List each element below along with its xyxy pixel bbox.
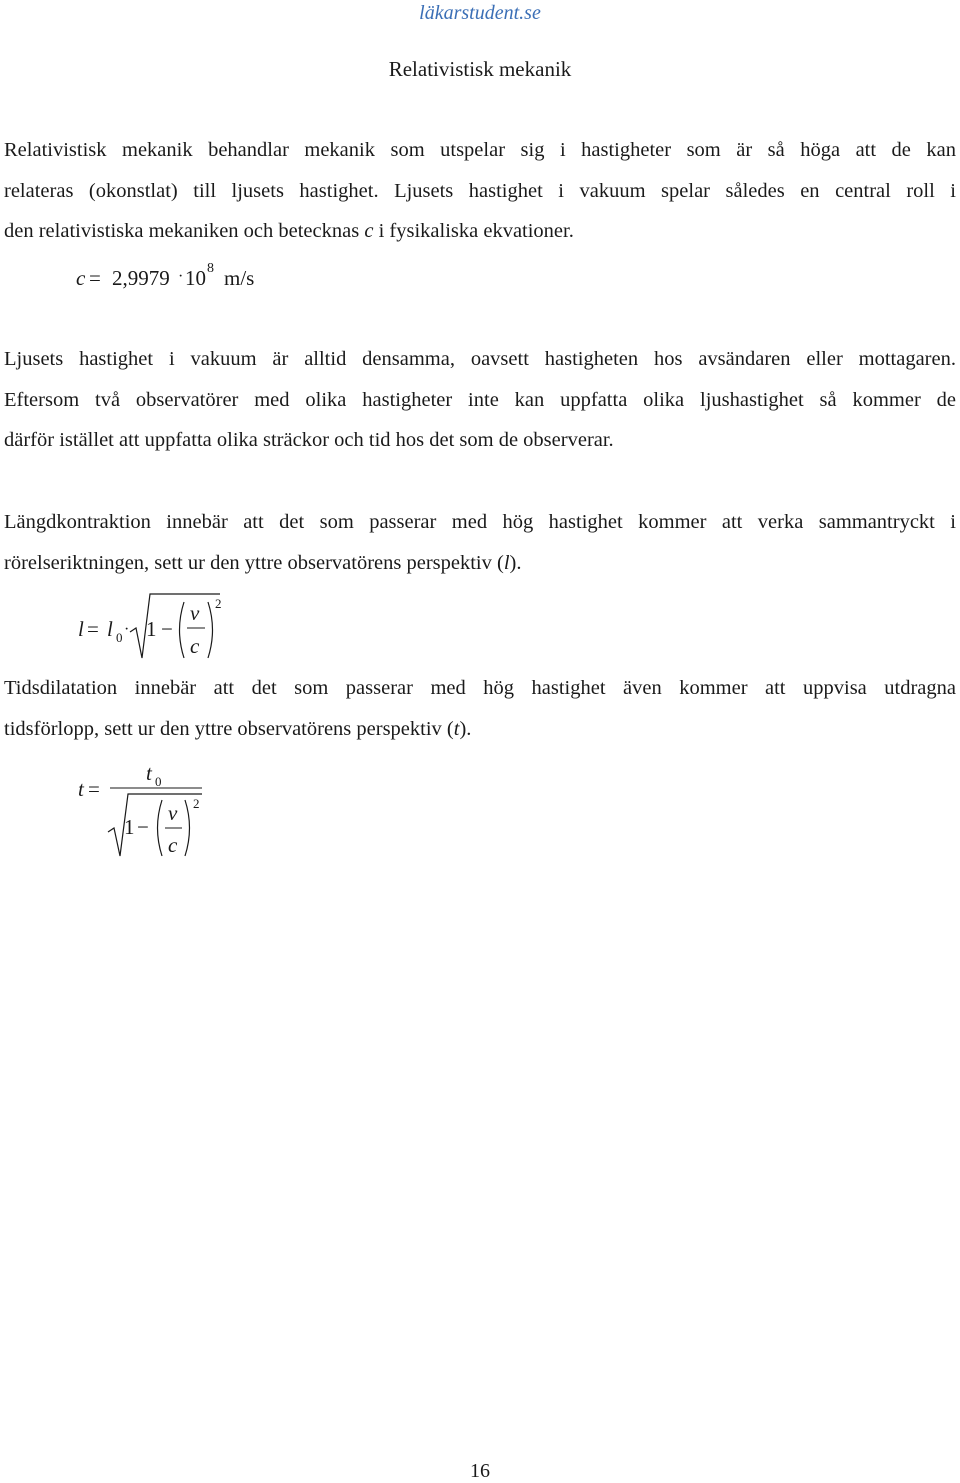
intro-line-3-a: den relativistiska mekaniken och betecknas <box>4 220 365 242</box>
equation-time-dilation-svg <box>74 756 224 866</box>
eq-c-equals: = <box>89 266 101 290</box>
page-title: Relativistisk mekanik <box>388 57 572 81</box>
para4-var-t: t <box>453 717 460 740</box>
length-contraction-paragraph <box>4 502 956 583</box>
right-paren <box>185 800 190 856</box>
eq-t-v: v <box>168 801 178 825</box>
intro-paragraph <box>4 130 956 252</box>
intro-line-2: relateras (okonstlat) till ljusets hastighet. Ljusets hastighet i vakuum spelar således en central roll i <box>4 179 956 202</box>
equation-length-contraction-svg <box>72 590 242 665</box>
para3-line-2 <box>4 543 956 584</box>
eq-t-t0: t <box>146 761 152 785</box>
para3-var-l: l <box>503 551 510 574</box>
eq-c-base: 10 <box>185 266 206 290</box>
site-name: läkarstudent.se <box>419 2 541 24</box>
eq-t-equals: = <box>88 777 100 801</box>
eq-c-exponent: 8 <box>207 261 214 276</box>
eq-l-sub0: 0 <box>116 630 123 645</box>
sqrt-sign <box>130 594 220 658</box>
eq-c-lhs: c <box>76 266 86 290</box>
para2-line-2: Eftersom två observatörer med olika hastigheter inte kan uppfatta olika ljushastighet så kommer de <box>4 388 956 411</box>
eq-c-mantissa: 2,9979 <box>112 266 170 290</box>
eq-t-c: c <box>168 833 178 857</box>
para3-line-2-a: rörelseriktningen, sett ur den yttre observatörens perspektiv ( <box>4 551 504 574</box>
eq-l-one: 1 <box>146 617 157 641</box>
eq-l-exponent: 2 <box>215 596 222 611</box>
eq-l-v: v <box>190 601 200 625</box>
equation-speed-of-light-svg <box>76 258 316 298</box>
eq-c-dot: · <box>178 268 184 285</box>
para2-line-1: Ljusets hastighet i vakuum är alltid densamma, oavsett hastigheten hos avsändaren eller mottagaren. <box>4 348 956 370</box>
eq-l-lhs: l <box>78 617 84 641</box>
eq-t-lhs: t <box>78 777 84 801</box>
intro-line-3 <box>4 211 956 252</box>
right-paren <box>208 602 213 658</box>
eq-t-exponent: 2 <box>193 796 200 811</box>
para3-line-2-b: ). <box>509 551 522 574</box>
left-paren <box>158 800 163 856</box>
eq-l-minus: − <box>161 617 173 641</box>
eq-t-sub0: 0 <box>155 774 162 789</box>
equation-time-dilation <box>74 756 224 871</box>
eq-t-one: 1 <box>124 815 135 839</box>
intro-line-1: Relativistisk mekanik behandlar mekanik som utspelar sig i hastigheter som är så höga att de kan <box>4 139 956 161</box>
intro-var-c: c <box>364 220 374 242</box>
eq-t-minus: − <box>137 815 149 839</box>
time-dilation-paragraph <box>4 668 956 749</box>
left-paren <box>180 602 185 658</box>
page-number: 16 <box>470 1460 490 1482</box>
para2-line-3: därför istället att uppfatta olika sträckor och tid hos det som de observerar. <box>4 429 614 451</box>
equation-speed-of-light <box>76 258 316 304</box>
eq-l-c: c <box>190 634 200 658</box>
constancy-paragraph <box>4 339 956 461</box>
para4-line-2-b: ). <box>459 717 472 740</box>
para4-line-2 <box>4 709 956 750</box>
equation-length-contraction <box>72 590 242 670</box>
para4-line-2-a: tidsförlopp, sett ur den yttre observatörens perspektiv ( <box>4 717 454 740</box>
eq-c-unit: m/s <box>224 266 255 290</box>
eq-l-dot: · <box>124 621 130 638</box>
eq-l-equals: = <box>87 617 99 641</box>
para3-line-1: Längdkontraktion innebär att det som passerar med hög hastighet kommer att verka sammantryckt i <box>4 511 956 533</box>
eq-l-l0: l <box>107 617 113 641</box>
para4-line-1: Tidsdilatation innebär att det som passerar med hög hastighet även kommer att uppvisa utdragna <box>4 677 956 699</box>
intro-line-3-b: i fysikaliska ekvationer. <box>373 220 574 242</box>
